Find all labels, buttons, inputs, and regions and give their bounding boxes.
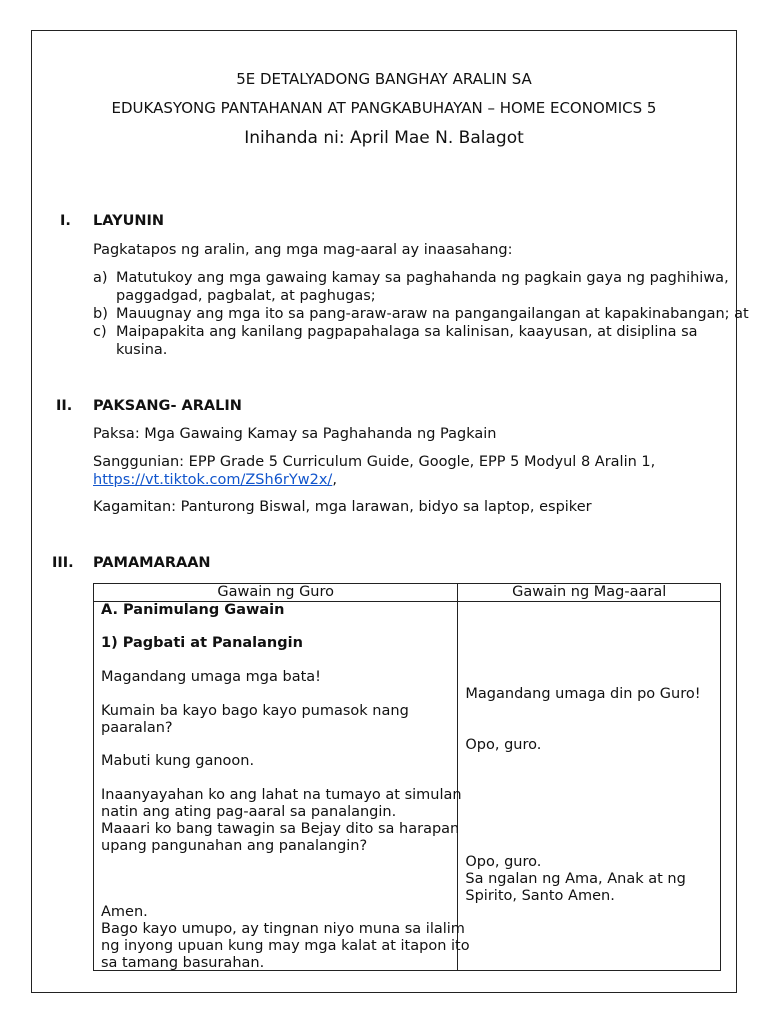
student-line: Opo, guro.	[465, 854, 542, 870]
objective-a-line1: Matutukoy ang mga gawaing kamay sa paghahanda ng pagkain gaya ng paghihiwa,	[116, 270, 729, 286]
procedure-table	[93, 583, 721, 971]
objective-a-line2: paggadgad, pagbalat, at paghugas;	[116, 288, 376, 304]
subheading-pagbati: 1) Pagbati at Panalangin	[101, 635, 303, 651]
teacher-line: Maaari ko bang tawagin sa Bejay dito sa harapan	[101, 821, 460, 837]
section-3-heading: PAMAMARAAN	[93, 555, 211, 571]
teacher-line: natin ang ating pag-aaral sa panalangin.	[101, 804, 397, 820]
tiktok-link[interactable]: https://vt.tiktok.com/ZSh6rYw2x/	[93, 472, 333, 488]
table-header-row	[94, 584, 721, 602]
teacher-line: Inaanyayahan ko ang lahat na tumayo at simulan	[101, 787, 462, 803]
teacher-cell	[94, 602, 470, 971]
student-cell	[458, 602, 721, 971]
section-1-number: I.	[60, 213, 71, 229]
objective-c-line1: Maipapakita ang kanilang pagpapahalaga sa kalinisan, kaayusan, at disiplina sa	[116, 324, 698, 340]
teacher-line: upang pangunahan ang panalangin?	[101, 838, 368, 854]
teacher-line: ng inyong upuan kung may mga kalat at itapon ito	[101, 938, 470, 954]
section-3-number: III.	[52, 555, 74, 571]
subheading-panimulang-gawain: A. Panimulang Gawain	[101, 602, 285, 618]
objective-b-line1: Mauugnay ang mga ito sa pang-araw-araw na pangangailangan at kapakinabangan; at	[116, 306, 749, 322]
teacher-line: Magandang umaga mga bata!	[101, 669, 321, 685]
section-1-heading: LAYUNIN	[93, 213, 165, 229]
title-line-2: EDUKASYONG PANTAHANAN AT PANGKABUHAYAN – HOME ECONOMICS 5	[111, 99, 657, 117]
objective-a-letter: a)	[93, 270, 108, 286]
kagamitan-text: Kagamitan: Panturong Biswal, mga larawan, bidyo sa laptop, espiker	[93, 499, 592, 515]
teacher-line: Bago kayo umupo, ay tingnan niyo muna sa ilalim	[101, 921, 465, 937]
teacher-line: Mabuti kung ganoon.	[101, 753, 255, 769]
student-line: Sa ngalan ng Ama, Anak at ng	[465, 871, 686, 887]
student-line: Opo, guro.	[465, 737, 542, 753]
teacher-line: sa tamang basurahan.	[101, 955, 265, 971]
teacher-line: Amen.	[101, 904, 148, 920]
objective-b-letter: b)	[93, 306, 108, 322]
teacher-line: paaralan?	[101, 720, 173, 736]
teacher-line: Kumain ba kayo bago kayo pumasok nang	[101, 703, 409, 719]
prepared-by: Inihanda ni: April Mae N. Balagot	[244, 128, 524, 148]
section-1-intro: Pagkatapos ng aralin, ang mga mag-aaral ay inaasahang:	[93, 242, 513, 258]
objective-c-line2: kusina.	[116, 342, 168, 358]
sanggunian-link-line	[93, 472, 337, 489]
student-line: Spirito, Santo Amen.	[465, 888, 615, 904]
section-2-number: II.	[56, 398, 73, 414]
column-header-student: Gawain ng Mag-aaral	[458, 584, 721, 602]
title-line-1: 5E DETALYADONG BANGHAY ARALIN SA	[236, 70, 532, 88]
sanggunian-text: Sanggunian: EPP Grade 5 Curriculum Guide, Google, EPP 5 Modyul 8 Aralin 1,	[93, 454, 656, 470]
paksa-text: Paksa: Mga Gawaing Kamay sa Paghahanda ng Pagkain	[93, 426, 497, 442]
table-row	[94, 602, 721, 971]
column-header-teacher: Gawain ng Guro	[94, 584, 458, 602]
section-2-heading: PAKSANG- ARALIN	[93, 398, 242, 414]
student-line: Magandang umaga din po Guro!	[465, 686, 701, 702]
objective-c-letter: c)	[93, 324, 107, 340]
link-suffix: ,	[332, 472, 337, 488]
